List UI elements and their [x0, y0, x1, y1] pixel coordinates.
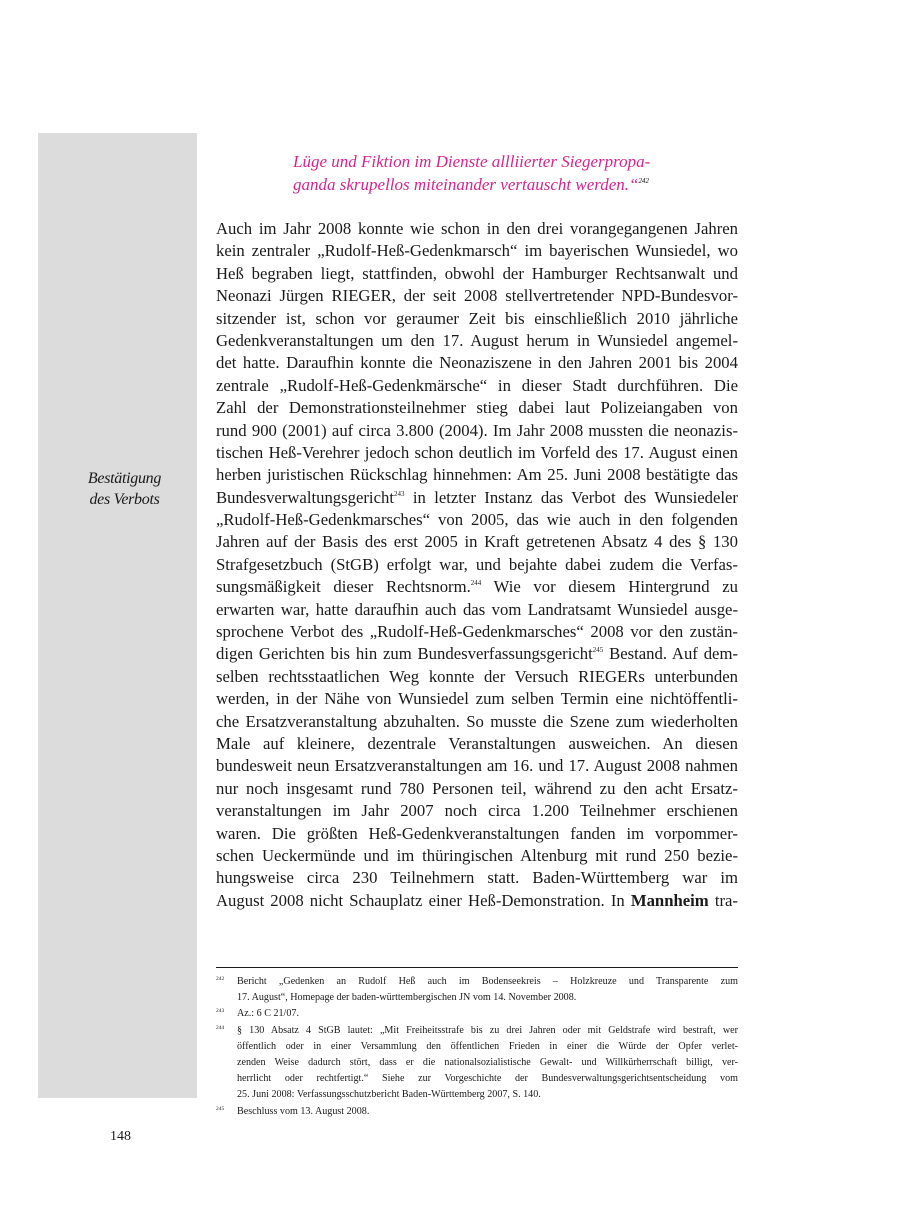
footnote-line: Beschluss vom 13. August 2008. [237, 1105, 370, 1117]
footnote-ref-245[interactable]: 245 [592, 646, 604, 655]
body-line: schen Ueckermünde und im thüringischen Altenburg mit rund 250 bezie- [216, 845, 738, 865]
footnote-line: 25. Juni 2008: Verfassungsschutzbericht Baden-Württemberg 2007, S. 140. [237, 1089, 541, 1101]
footnote-ref-242[interactable]: 242 [638, 177, 649, 185]
body-paragraph [216, 218, 738, 912]
body-line: Auch im Jahr 2008 konnte wie schon in den drei vorangegangenen Jahren [216, 219, 738, 238]
footnote-line: öffentlich oder in einer Versammlung den öffentlichen Frieden in einer die Würde der Opfer verlet- [237, 1040, 738, 1052]
body-line: digen Gerichten bis hin zum Bundesverfassungsgericht$^{245}$ Bestand. Auf dem- [216, 644, 738, 664]
body-line: „Rudolf-Heß-Gedenkmarsches“ von 2005, das wie auch in den folgenden [216, 510, 738, 530]
body-line: Male auf kleinere, dezentrale Veranstaltungen ausweichen. An diesen [216, 733, 738, 753]
footnote-243 [216, 1006, 738, 1022]
footnote-line: Az.: 6 C 21/07. [237, 1008, 299, 1020]
body-line: herben juristischen Rückschlag hinnehmen: Am 25. Juni 2008 bestätigte das [216, 465, 738, 485]
footnote-245 [216, 1104, 738, 1120]
footnote-line: 17. August“, Homepage der baden-württembergischen JN vom 14. November 2008. [237, 992, 577, 1004]
footnote-number: 244 [216, 1024, 225, 1031]
body-line: August 2008 nicht Schauplatz einer Heß-Demonstration. In Mannheim tra- [216, 890, 738, 910]
body-line: nur noch insgesamt rund 780 Personen teil, während zu den acht Ersatz- [216, 778, 738, 798]
quote-line: Lüge und Fiktion im Dienste allliierter Siegerpropa- [293, 152, 651, 171]
marginal-note [52, 468, 197, 510]
body-line: werden, in der Nähe von Wunsiedel zum selben Termin eine nichtöffentli- [216, 689, 738, 709]
body-line: che Ersatzveranstaltung abzuhalten. So musste die Szene zum wiederholten [216, 711, 738, 731]
page-number: 148 [110, 1129, 131, 1144]
body-line: rund 900 (2001) auf circa 3.800 (2004). Im Jahr 2008 mussten die neonazis- [216, 420, 738, 440]
body-line: Jahren auf der Basis des erst 2005 in Kraft getretenen Absatz 4 des § 130 [216, 532, 738, 552]
footnote-244 [216, 1023, 738, 1104]
footnote-line: zenden Weise dadurch stört, dass er die nationalsozialistische Gewalt- und Willkürherrschaft billigt, ver- [237, 1057, 738, 1069]
body-line: erwarten war, hatte daraufhin auch das vom Landratsamt Wunsiedel ausge- [216, 599, 738, 619]
body-line: Neonazi Jürgen RIEGER, der seit 2008 stellvertretender NPD-Bundesvor- [216, 286, 738, 306]
marginal-note-line: des Verbots [89, 491, 160, 508]
body-line: det hatte. Daraufhin konnte die Neonaziszene in den Jahren 2001 bis 2004 [216, 353, 738, 373]
footnote-ref-243[interactable]: 243 [393, 489, 405, 498]
body-line: sprochene Verbot des „Rudolf-Heß-Gedenkmarsches“ 2008 vor den zustän- [216, 622, 738, 642]
body-line: bundesweit neun Ersatzveranstaltungen am 16. und 17. August 2008 nahmen [216, 756, 738, 776]
body-line: Heß begraben liegt, stattfinden, obwohl der Hamburger Rechtsanwalt und [216, 263, 738, 283]
block-quote [293, 150, 733, 196]
body-line: selben rechtsstaatlichen Weg konnte der Versuch RIEGERs unterbunden [216, 666, 738, 686]
body-line: Bundesverwaltungsgericht$^{243}$ in letzter Instanz das Verbot des Wunsiedeler [216, 487, 738, 507]
body-line: kein zentraler „Rudolf-Heß-Gedenkmarsch“ im bayerischen Wunsiedel, wo [216, 241, 738, 261]
body-line: waren. Die größten Heß-Gedenkveranstaltungen fanden im vorpommer- [216, 823, 738, 843]
footnote-line: herrlicht oder rechtfertigt.“ Siehe zur Vorgeschichte der Bundesverwaltungsgerichtsentscheidung vom [237, 1073, 738, 1085]
margin-bar [38, 133, 197, 1098]
body-line: zentrale „Rudolf-Heß-Gedenkmärsche“ in dieser Stadt durchführen. Die [216, 375, 738, 395]
body-line: veranstaltungen im Jahr 2007 noch circa 1.200 Teilnehmer erschienen [216, 801, 738, 821]
body-line: sungsmäßigkeit dieser Rechtsnorm.$^{244}$ Wie vor diesem Hintergrund zu [216, 577, 738, 597]
footnote-line: § 130 Absatz 4 StGB lautet: „Mit Freiheitsstrafe bis zu drei Jahren oder mit Geldstrafe wird bestraft, wer [237, 1024, 738, 1036]
footnote-divider [216, 967, 738, 968]
footnote-number: 242 [216, 976, 225, 982]
marginal-note-line: Bestätigung [87, 470, 162, 487]
body-line: Gedenkveranstaltungen um den 17. August herum in Wunsiedel angemel- [216, 330, 738, 350]
body-line: Zahl der Demonstrationsteilnehmer stieg dabei laut Polizeiangaben von [216, 398, 738, 418]
body-line: tischen Heß-Verehrer jedoch schon deutlich im Vorfeld des 17. August einen [216, 442, 738, 462]
body-line: hungsweise circa 230 Teilnehmern statt. Baden-Württemberg war im [216, 868, 738, 888]
footnotes-section [216, 974, 738, 1120]
bold-term: Mannheim [630, 890, 709, 910]
body-line: sitzender ist, schon vor geraumer Zeit bis einschließlich 2010 jährliche [216, 308, 738, 328]
quote-line-last [293, 173, 733, 196]
footnote-line: Bericht „Gedenken an Rudolf Heß auch im Bodenseekreis – Holzkreuze und Transparente zum [237, 976, 738, 987]
footnote-number: 243 [216, 1008, 225, 1015]
footnote-ref-244[interactable]: 244 [470, 579, 482, 588]
body-line: Strafgesetzbuch (StGB) erfolgt war, und bejahte dabei zudem die Verfas- [216, 554, 738, 574]
quote-line-text: ganda skrupellos miteinander vertauscht werden.“ [293, 175, 639, 194]
footnote-number: 245 [216, 1105, 225, 1112]
footnote-242 [216, 974, 738, 1006]
